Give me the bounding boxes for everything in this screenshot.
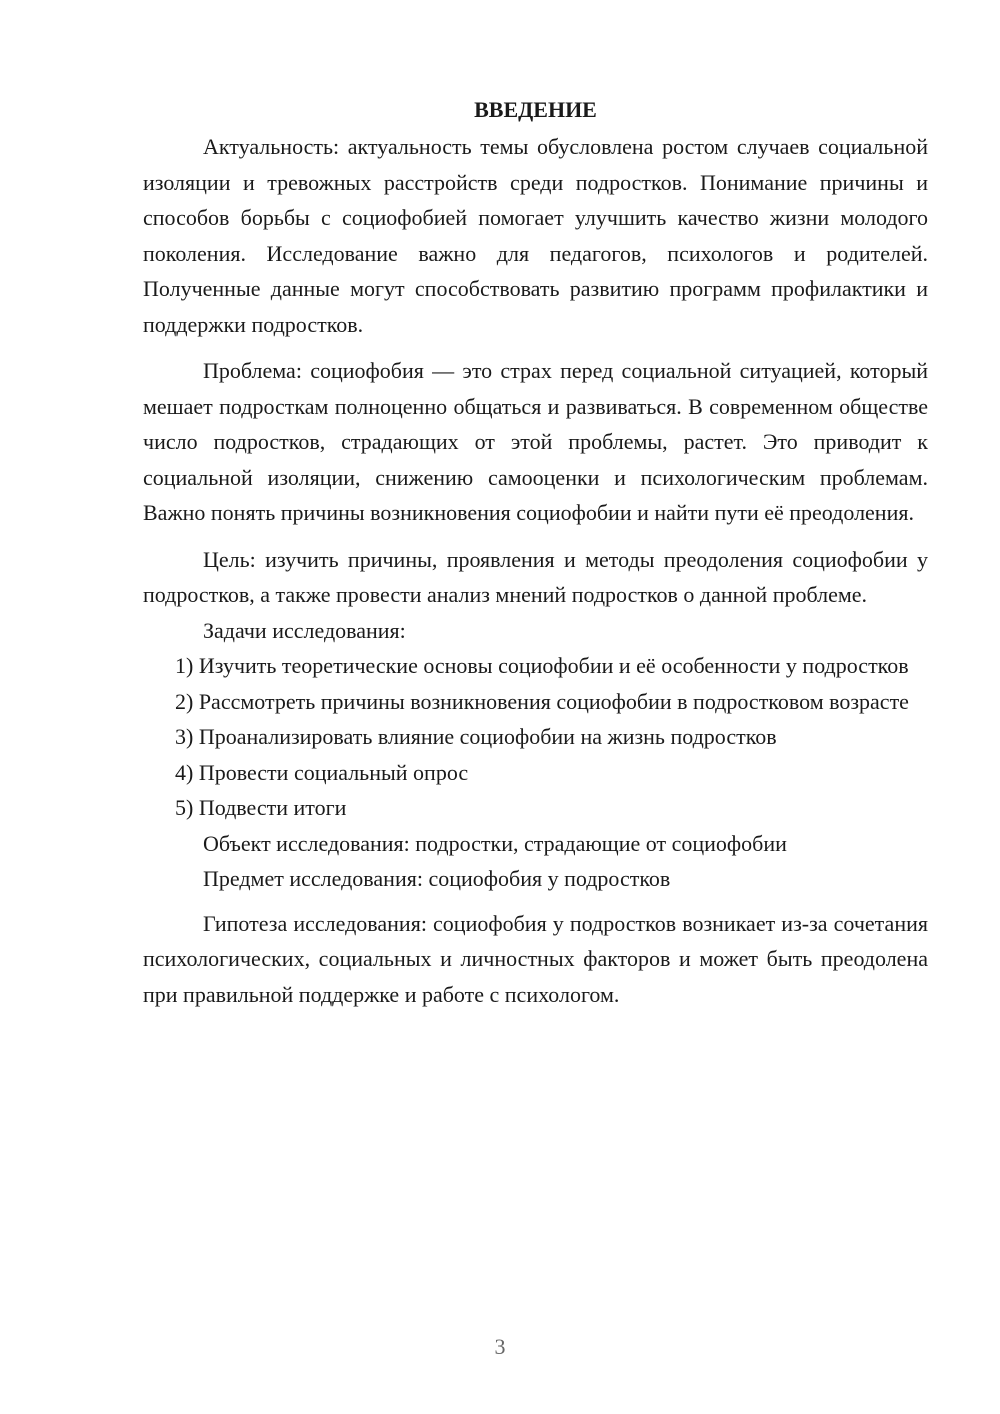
- research-object: Объект исследования: подростки, страдающие от социофобии: [203, 830, 787, 856]
- task-item: 4) Провести социальный опрос: [175, 759, 469, 785]
- document-body: [143, 94, 928, 1012]
- problem-paragraph: Проблема: социофобия — это страх перед социальной ситуацией, который мешает подросткам полноценно общаться и развиваться. В современном обществе число подростков, страдающих от этой проблемы, растет. Это приводит к социальной изоляции, снижению самооценки и психологическим проблемам. Важно понять причины возникновения социофобии и найти пути её преодоления.: [143, 358, 928, 525]
- task-item: 2) Рассмотреть причины возникновения социофобии в подростковом возрасте: [175, 688, 909, 714]
- task-item: 3) Проанализировать влияние социофобии на жизнь подростков: [175, 724, 777, 749]
- tasks-heading: Задачи исследования:: [203, 617, 406, 643]
- relevance-paragraph: Актуальность: актуальность темы обусловлена ростом случаев социальной изоляции и тревожных расстройств среди подростков. Понимание причины и способов борьбы с социофобией помогает улучшить качество жизни молодого поколения. Исследование важно для педагогов, психологов и родителей. Полученные данные могут способствовать развитию программ профилактики и поддержки подростков.: [143, 134, 928, 337]
- research-subject: Предмет исследования: социофобия у подростков: [203, 866, 671, 891]
- task-item: 1) Изучить теоретические основы социофобии и её особенности у подростков: [175, 653, 909, 678]
- page-number: 3: [494, 1334, 506, 1359]
- section-title: ВВЕДЕНИЕ: [474, 97, 597, 122]
- goal-paragraph: Цель: изучить причины, проявления и методы преодоления социофобии у подростков, а также провести анализ мнений подростков о данной проблеме.: [143, 546, 928, 607]
- hypothesis-paragraph: Гипотеза исследования: социофобия у подростков возникает из-за сочетания психологических, социальных и личностных факторов и может быть преодолена при правильной поддержке и работе с психологом.: [143, 910, 928, 1007]
- task-item: 5) Подвести итоги: [175, 795, 347, 820]
